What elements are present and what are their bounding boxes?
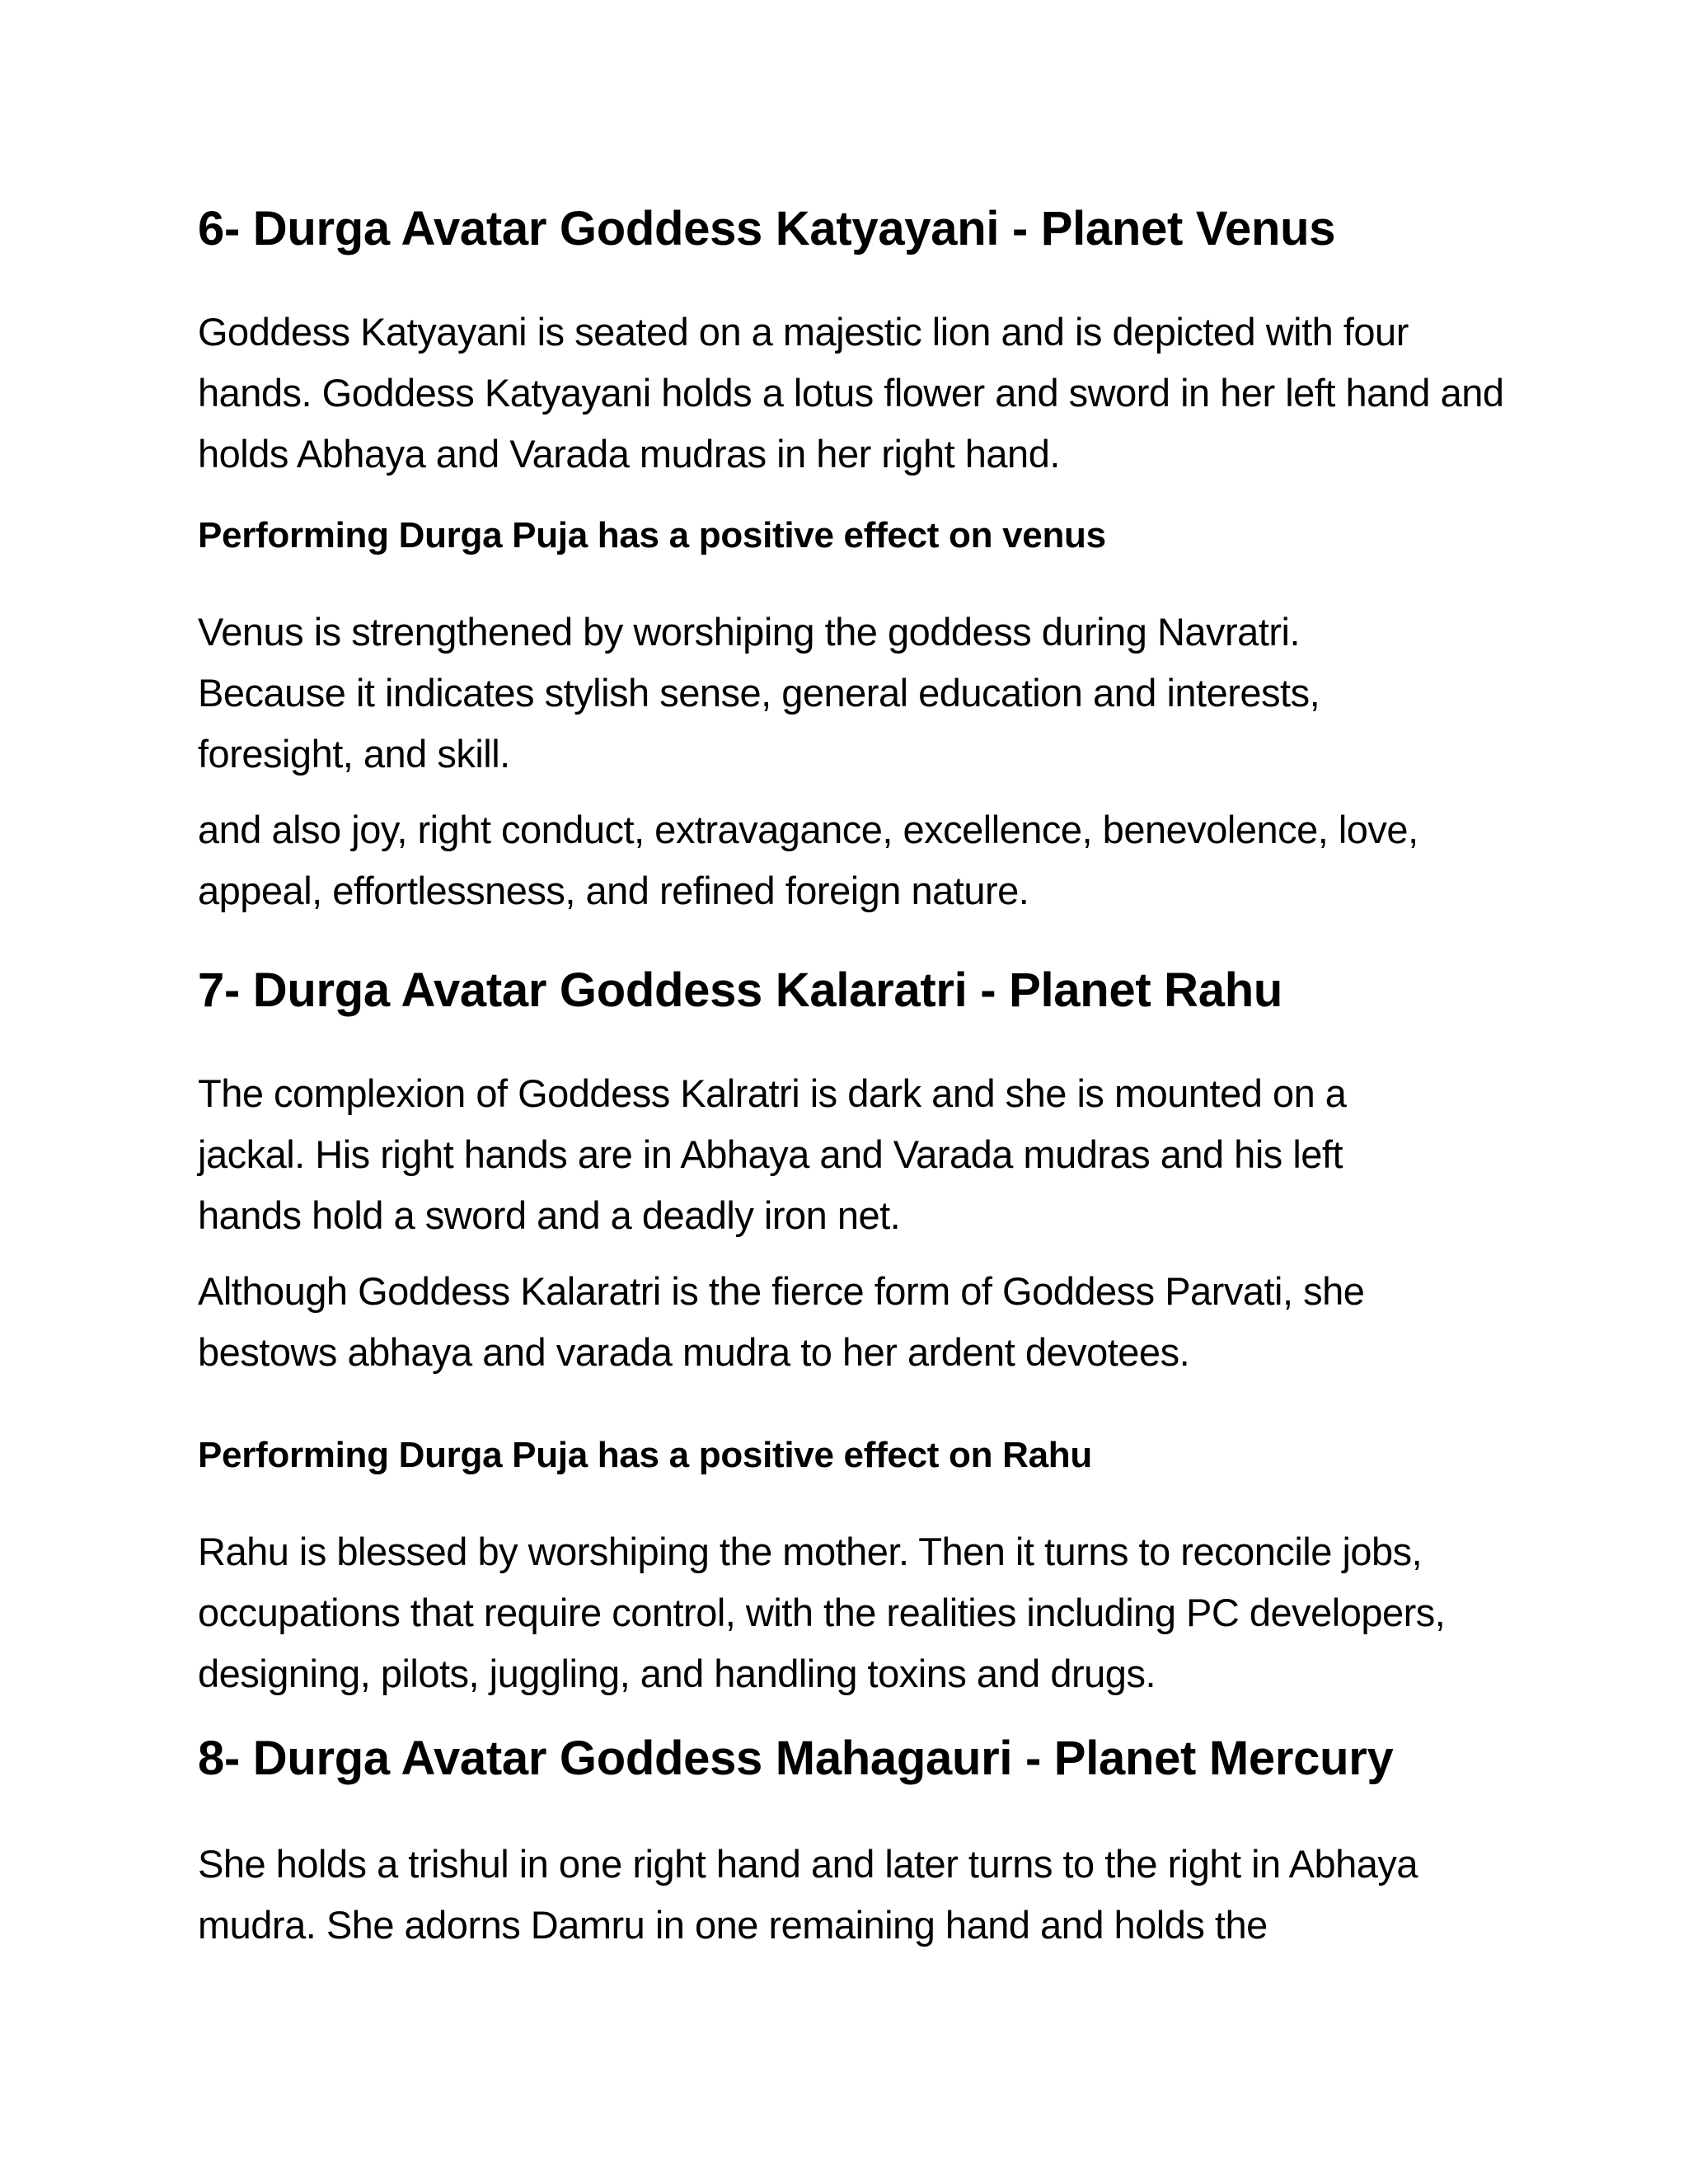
section-7-intro-2: Although Goddess Kalaratri is the fierce form of Goddess Parvati, she bestows abhaya and varada mudra to her ardent devotees. — [198, 1269, 1365, 1374]
section-6-heading: 6- Durga Avatar Goddess Katyayani - Planet Venus — [198, 202, 1336, 255]
section-7-effect-1: Rahu is blessed by worshiping the mother. Then it turns to reconcile jobs, occupations that require control, with the realities including PC developers, designing, pilots, juggling, and handling toxins and drugs. — [198, 1530, 1446, 1695]
section-6-effect-1: Venus is strengthened by worshiping the goddess during Navratri. Because it indicates stylish sense, general education and interests, foresight, and skill. — [198, 610, 1320, 776]
section-7-heading: 7- Durga Avatar Goddess Kalaratri - Planet Rahu — [198, 963, 1282, 1017]
section-8-heading: 8- Durga Avatar Goddess Mahagauri - Planet Mercury — [198, 1732, 1394, 1785]
section-7-intro: The complexion of Goddess Kalratri is dark and she is mounted on a jackal. His right hands are in Abhaya and Varada mudras and his left hands hold a sword and a deadly iron net. — [198, 1071, 1347, 1237]
section-6-subheading: Performing Durga Puja has a positive effect on venus — [198, 515, 1106, 555]
section-7-subheading: Performing Durga Puja has a positive effect on Rahu — [198, 1435, 1092, 1475]
section-6-intro: Goddess Katyayani is seated on a majestic lion and is depicted with four hands. Goddess Katyayani holds a lotus flower and sword in her left hand and holds Abhaya and Varada mudras in her right hand. — [198, 310, 1504, 476]
section-8-intro: She holds a trishul in one right hand and later turns to the right in Abhaya mudra. She adorns Damru in one remaining hand and holds the — [198, 1842, 1418, 1947]
section-6-effect-2: and also joy, right conduct, extravagance, excellence, benevolence, love, appeal, effortlessness, and refined foreign nature. — [198, 808, 1418, 912]
